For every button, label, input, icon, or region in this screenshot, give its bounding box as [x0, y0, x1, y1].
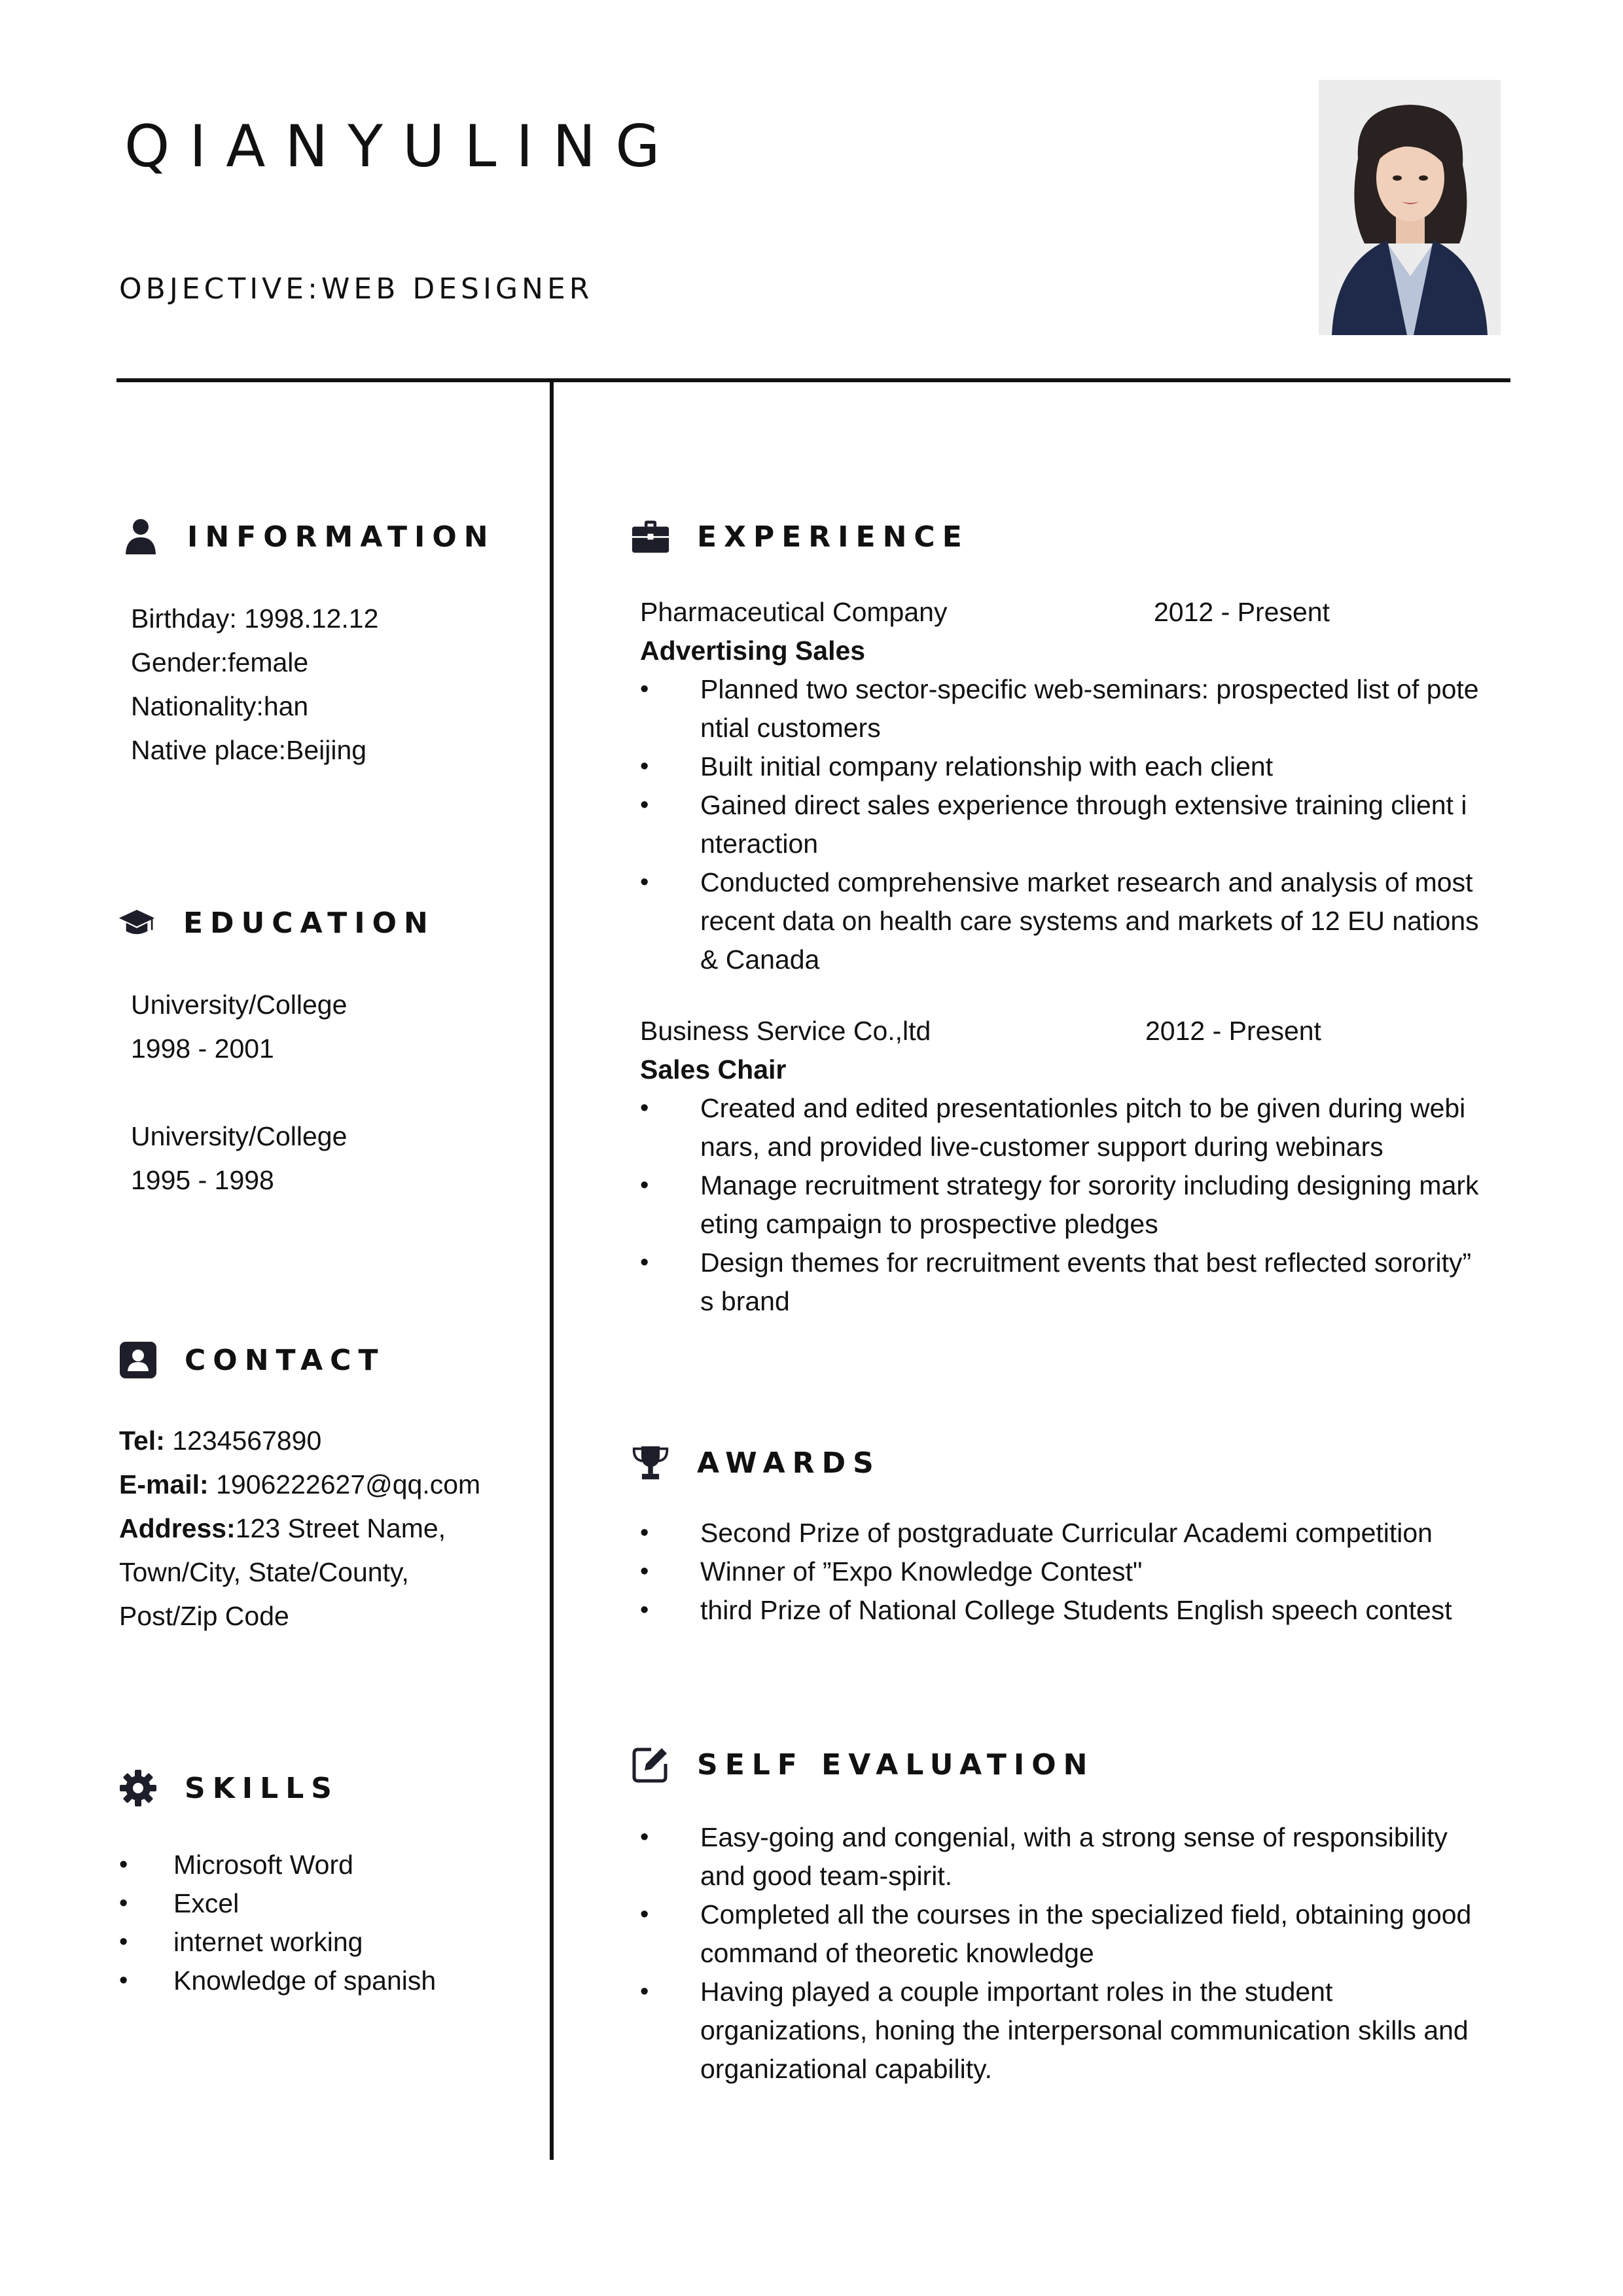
bullet-line: Created and edited presentationles pitch to be given during webi [700, 1093, 1466, 1123]
column-divider [550, 380, 554, 2160]
job-bullets [640, 670, 1508, 979]
skills-list [119, 1846, 538, 2000]
tel-value: 1234567890 [164, 1426, 322, 1456]
self-evaluation-header [632, 1738, 1508, 1791]
bullet-line: Planned two sector-specific web-seminars: prospected list of pote [700, 674, 1479, 704]
contact-tel [119, 1419, 538, 1463]
skill-label: internet working [173, 1927, 363, 1957]
award-label: Second Prize of postgraduate Curricular Academi competition [700, 1518, 1433, 1548]
bullet-dot: • [640, 1094, 649, 1122]
bullet-line: nars, and provided live-customer support during webinars [700, 1132, 1383, 1162]
bullet-dot: • [640, 753, 649, 780]
bullet-dot: • [119, 1890, 128, 1917]
bullet-dot: • [119, 1928, 128, 1956]
bullet-dot: • [640, 1596, 649, 1624]
education-entry [131, 983, 524, 1071]
bullet-line: s brand [700, 1286, 790, 1316]
contact-header [119, 1334, 538, 1386]
contact-card-icon [119, 1341, 157, 1379]
experience-header [632, 511, 1508, 563]
job-dates: 2012 - Present [1145, 1016, 1321, 1046]
award-item [640, 1591, 1508, 1630]
bullet-line: nteraction [700, 829, 819, 859]
bullet-line: Conducted comprehensive market research and analysis of most [700, 867, 1473, 897]
bullet-line: ntial customers [700, 713, 881, 743]
information-header [122, 511, 527, 563]
bullet-line: and good team-spirit. [700, 1861, 953, 1891]
skill-label: Microsoft Word [173, 1850, 353, 1880]
email-label: E-mail: [119, 1469, 209, 1499]
contact-section [119, 1334, 538, 1638]
bullet-dot: • [640, 1978, 649, 2005]
bullet-dot: • [640, 1172, 649, 1199]
job-dates: 2012 - Present [1154, 597, 1330, 627]
bullet-line: eting campaign to prospective pledges [700, 1209, 1158, 1239]
contact-list [119, 1419, 538, 1638]
bullet-dot: • [640, 1249, 649, 1276]
bullet-line: & Canada [700, 944, 820, 975]
job-bullet [640, 1089, 1508, 1166]
info-gender: Gender:female [131, 647, 309, 677]
job-bullet [640, 1244, 1508, 1321]
evaluation-item [640, 1973, 1508, 2089]
awards-list [632, 1514, 1508, 1630]
education-years: 1998 - 2001 [131, 1033, 274, 1064]
info-nationality: Nationality:han [131, 691, 309, 721]
skills-header [119, 1762, 538, 1814]
job-entry [632, 1012, 1508, 1321]
job-bullet [640, 786, 1508, 863]
job-company: Pharmaceutical Company [640, 597, 948, 627]
bullet-line: Completed all the courses in the specialized field, obtaining good [700, 1899, 1472, 1929]
bullet-line: Having played a couple important roles in the student [700, 1977, 1333, 2007]
skill-item [119, 1884, 538, 1923]
award-label: Winner of ”Expo Knowledge Contest" [700, 1556, 1143, 1587]
bullet-line: organizations, honing the interpersonal communication skills and [700, 2015, 1469, 2045]
bullet-dot: • [640, 675, 649, 703]
bullet-line: organizational capability. [700, 2054, 992, 2084]
objective: OBJECTIVE:WEB DESIGNER [119, 272, 594, 306]
evaluation-item [640, 1818, 1508, 1895]
info-native-place: Native place:Beijing [131, 735, 367, 765]
address-label: Address: [119, 1513, 236, 1543]
bullet-line: Easy-going and congenial, with a strong sense of responsibility [700, 1822, 1448, 1852]
contact-address [119, 1507, 538, 1551]
job-company: Business Service Co.,ltd [640, 1016, 931, 1046]
education-header [118, 897, 524, 949]
job-header [640, 1012, 1508, 1050]
self-evaluation-list [632, 1818, 1508, 2089]
info-birthday: Birthday: 1998.12.12 [131, 603, 379, 634]
skills-section [119, 1762, 538, 2000]
address-line-3: Post/Zip Code [119, 1601, 289, 1631]
job-header [640, 593, 1508, 632]
gear-icon [119, 1769, 157, 1807]
awards-header [632, 1437, 1508, 1489]
awards-title: AWARDS [697, 1446, 881, 1480]
bullet-dot: • [119, 1851, 128, 1878]
self-evaluation-section [632, 1738, 1508, 2089]
bullet-dot: • [640, 1519, 649, 1547]
edit-icon [632, 1746, 669, 1784]
bullet-line: Built initial company relationship with each client [700, 751, 1274, 781]
bullet-line: Design themes for recruitment events that best reflected sorority” [700, 1247, 1472, 1278]
job-bullet [640, 863, 1508, 979]
candidate-name: QIANYULING [124, 113, 680, 180]
bullet-dot: • [640, 869, 649, 896]
award-item [640, 1552, 1508, 1591]
evaluation-item [640, 1895, 1508, 1973]
bullet-line: recent data on health care systems and markets of 12 EU nations [700, 906, 1479, 936]
skill-item [119, 1846, 538, 1884]
self-evaluation-title: SELF EVALUATION [697, 1748, 1095, 1782]
header-divider [116, 378, 1510, 382]
job-role: Sales Chair [640, 1054, 787, 1085]
bullet-line: command of theoretic knowledge [700, 1938, 1094, 1968]
information-list [122, 597, 527, 772]
bullet-dot: • [640, 1558, 649, 1585]
experience-section [632, 511, 1508, 1321]
bullet-dot: • [640, 1901, 649, 1928]
education-section [118, 897, 524, 1202]
education-entry [131, 1115, 524, 1202]
skill-label: Excel [173, 1888, 240, 1918]
award-item [640, 1514, 1508, 1552]
profile-photo [1319, 80, 1501, 335]
address-line-2: Town/City, State/County, [119, 1557, 409, 1587]
job-bullet [640, 670, 1508, 747]
information-title: INFORMATION [187, 520, 495, 554]
job-bullet [640, 747, 1508, 786]
education-title: EDUCATION [183, 906, 435, 940]
bullet-line: Manage recruitment strategy for sorority including designing mark [700, 1170, 1479, 1200]
education-years: 1995 - 1998 [131, 1165, 274, 1195]
contact-title: CONTACT [185, 1343, 385, 1377]
bullet-line: Gained direct sales experience through extensive training client i [700, 790, 1467, 820]
skill-label: Knowledge of spanish [173, 1965, 437, 1996]
briefcase-icon [632, 518, 669, 556]
awards-section [632, 1437, 1508, 1630]
job-bullets [640, 1089, 1508, 1321]
tel-label: Tel: [119, 1426, 165, 1456]
address-line-1: 123 Street Name, [235, 1513, 446, 1543]
job-entry [632, 593, 1508, 979]
user-icon [122, 518, 160, 556]
skill-item [119, 1923, 538, 1962]
bullet-dot: • [119, 1967, 128, 1994]
education-school: University/College [131, 990, 348, 1020]
experience-title: EXPERIENCE [697, 520, 969, 554]
trophy-icon [632, 1444, 669, 1482]
award-label: third Prize of National College Students English speech contest [700, 1595, 1452, 1625]
contact-email [119, 1463, 538, 1507]
education-school: University/College [131, 1121, 348, 1151]
skills-title: SKILLS [185, 1771, 339, 1805]
graduation-cap-icon [118, 904, 156, 942]
bullet-dot: • [640, 1823, 649, 1851]
job-role: Advertising Sales [640, 636, 866, 666]
information-section [122, 511, 527, 772]
skill-item [119, 1962, 538, 2000]
bullet-dot: • [640, 791, 649, 819]
job-bullet [640, 1166, 1508, 1244]
email-value: 1906222627@qq.com [208, 1469, 481, 1499]
education-list [118, 983, 524, 1202]
